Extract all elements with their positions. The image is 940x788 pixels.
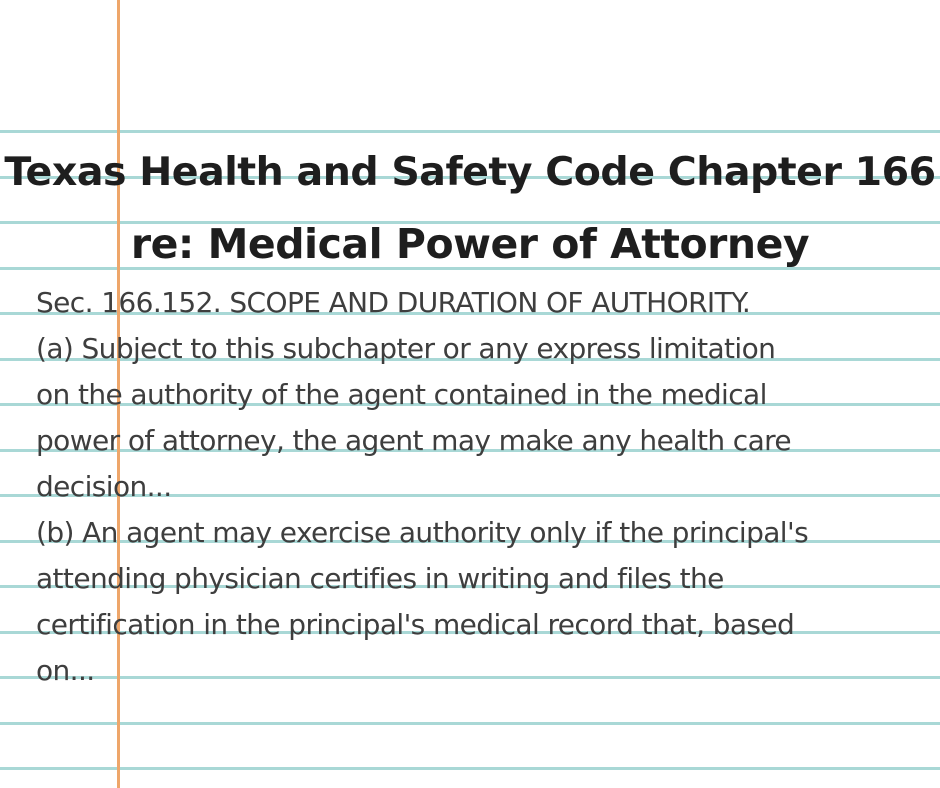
text-line: (b) An agent may exercise authority only if the principal's	[36, 516, 809, 549]
ruled-line	[0, 130, 940, 133]
text-line: decision...	[36, 470, 172, 503]
text-line: attending physician certifies in writing and files the	[36, 562, 724, 595]
ruled-line	[0, 767, 940, 770]
title-line-2: re: Medical Power of Attorney	[130, 220, 810, 268]
text-line: power of attorney, the agent may make any health care	[36, 424, 792, 457]
ruled-line	[0, 722, 940, 725]
section-heading: Sec. 166.152. SCOPE AND DURATION OF AUTHORITY.	[36, 286, 751, 319]
statute-excerpt	[36, 280, 916, 694]
title-line-1: Texas Health and Safety Code Chapter 166	[4, 149, 936, 195]
text-line: on...	[36, 654, 95, 687]
text-line: (a) Subject to this subchapter or any express limitation	[36, 332, 776, 365]
text-line: certification in the principal's medical record that, based	[36, 608, 795, 641]
page-title	[0, 136, 940, 280]
text-line: on the authority of the agent contained in the medical	[36, 378, 767, 411]
